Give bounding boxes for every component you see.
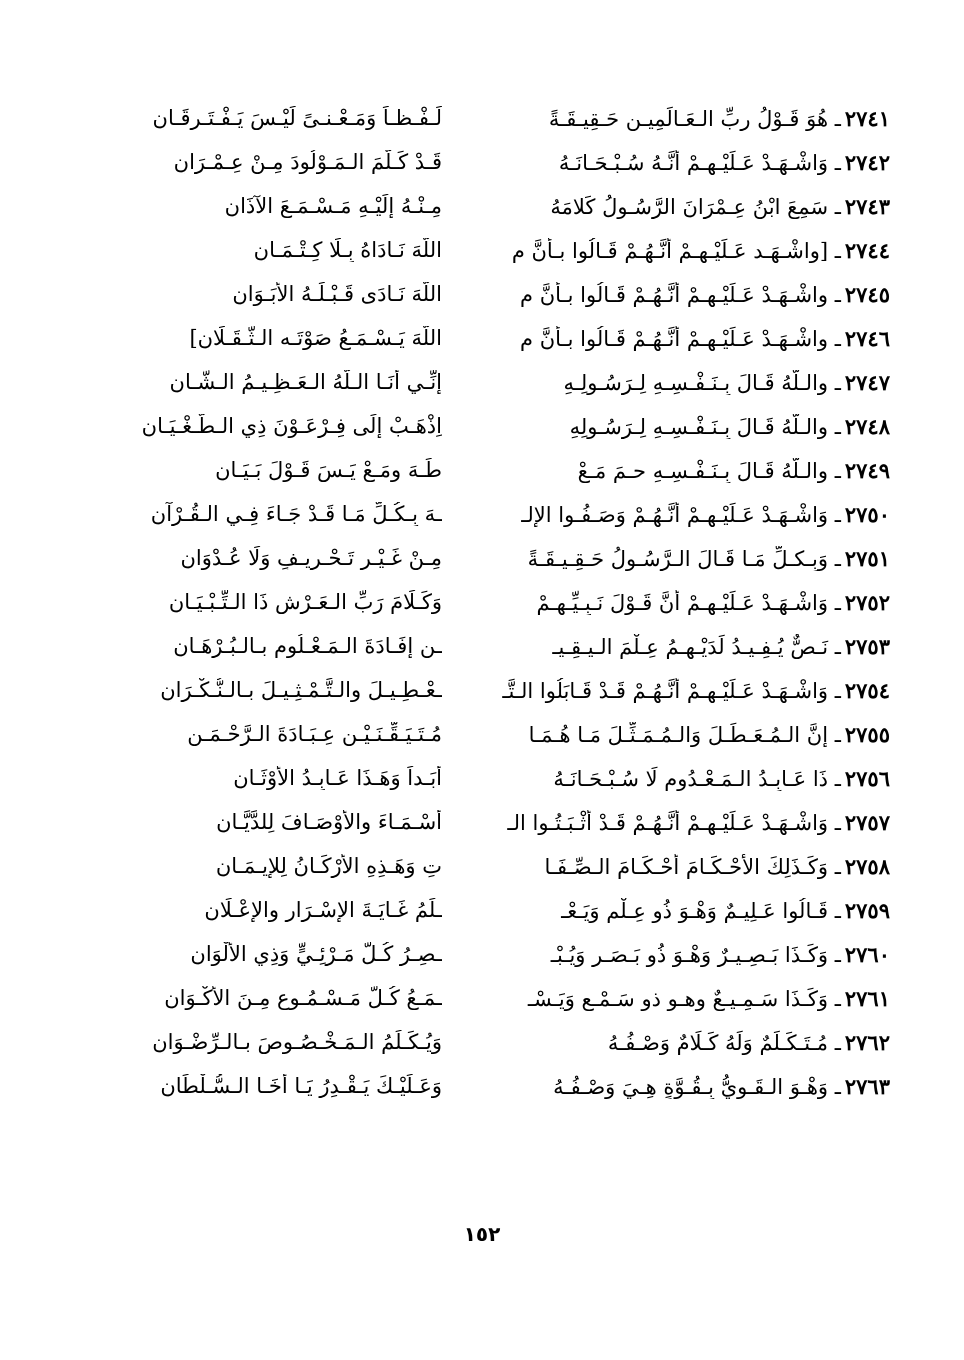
verse-second-hemistich: أسْـمَـاءَ والأوْصَـافَ لِلدَّيَّـانِ <box>216 810 442 834</box>
verse-number: ٢٧٤٦ <box>844 325 890 351</box>
verse-first-text: ـ واشْـهَـدْ عَـلَيْـهِـمْ أنَّـهُـمْ قَـالُوا بـأنَّ م <box>520 326 841 351</box>
verse-list <box>70 96 890 1108</box>
verse-first-hemistich <box>488 854 890 879</box>
verse-number: ٢٧٦٢ <box>844 1029 890 1055</box>
verse-second-hemistich: ـصِـرُ كُـلَّ مَـرْئِـيٍّ وَذِي الألْوَانِ <box>190 942 442 966</box>
verse-first-hemistich <box>488 1074 890 1099</box>
verse-line <box>70 184 890 228</box>
verse-first-hemistich <box>488 986 890 1011</box>
verse-second-hemistich: وَكَـلَامَ رَبِّ الـعَـرْشِ ذَا الـتِّـبْـيَـانِ <box>168 590 442 614</box>
verse-first-text: ـ وَاشْـهَـدْ عَـلَيْـهِـمْ أنَّـهُـمْ قَـدْ قَـابَلُوا الـتَّـ <box>502 678 841 703</box>
verse-second-hemistich: طَـهَ ومَـعْ يَـسَ قَـوْلَ بَـيَـانِ <box>215 458 442 482</box>
verse-number: ٢٧٤٧ <box>844 369 890 395</box>
verse-number: ٢٧٦١ <box>844 985 890 1011</box>
verse-first-hemistich <box>488 414 890 439</box>
verse-first-hemistich <box>488 546 890 571</box>
verse-number: ٢٧٤١ <box>844 105 890 131</box>
verse-second-hemistich: ـهَ بِـكُـلِّ مَـا قَـدْ جَـاءَ فِـي الـقُـرْآنِ <box>150 502 442 526</box>
verse-number: ٢٧٤٩ <box>844 457 890 483</box>
verse-number: ٢٧٤٢ <box>844 149 890 175</box>
verse-first-text: ـ وَاشْـهَـدْ عَـلَيْـهِـمْ أنَّـهُـمْ قَـدْ أثْـبَـتُـوا الـ <box>507 810 841 835</box>
verse-first-text: ـ وَبِـكـلِّ مَـا قَـالَ الـرَّسُـولُ حَـقِـيـقَـةً <box>527 546 841 571</box>
verse-line <box>70 272 890 316</box>
verse-first-text: ـ سَمِعَ ابْنُ عِـمْرَانَ الرَّسُـولُ كَلامَهُ <box>550 194 841 219</box>
verse-first-text: ـ وَكَـذَلِكَ الأحْـكَـامَ أحْـكَـامَ الـصِّـفَـا <box>544 854 841 879</box>
verse-number: ٢٧٥٩ <box>844 897 890 923</box>
verse-line <box>70 712 890 756</box>
verse-first-text: ـ إنَّ الـمُـعَـطِّـلَ وَالـمُـمَـثِّـلَ مَـا هُـمَـا <box>528 722 841 747</box>
verse-line <box>70 404 890 448</box>
verse-second-hemistich: إنِّـي أنَـا الـلَّهُ الـعَـظِـيـمُ الـشَّـانِ <box>169 370 442 394</box>
verse-line <box>70 888 890 932</box>
verse-second-hemistich: أبَـداً وَهَـذَا عَـابِـدُ الأوْثَـانِ <box>233 766 442 790</box>
verse-first-text: ـ هُوَ قَـوْلُ ربِّ الـعَـالَمِيـن حَـقِيـقَـةً <box>548 106 841 131</box>
verse-second-hemistich: مُـتَـيَـقِّـنَـيْـنِ عِـبَـادَةَ الـرَّحْـمَـنِ <box>187 722 442 746</box>
verse-number: ٢٧٤٨ <box>844 413 890 439</box>
verse-line <box>70 844 890 888</box>
verse-first-hemistich <box>488 722 890 747</box>
verse-first-hemistich <box>488 590 890 615</box>
verse-line <box>70 580 890 624</box>
verse-first-text: ـ والـلَّهُ قَـالَ بِـنَـفْـسِـهِ لِـرَسُـولِـهِ <box>563 370 841 395</box>
verse-first-text: ـ والـلَّهُ قَـالَ بِـنَـفْـسِـهِ لِـرَسُـولِهِ <box>569 414 841 439</box>
verse-number: ٢٧٤٣ <box>844 193 890 219</box>
verse-first-text: ـ [واشْـهَـد عَـلَيْـهِـمْ أنَّـهُـمْ قَـالُوا بـأنَّ م <box>511 238 841 263</box>
verse-first-hemistich <box>488 194 890 219</box>
verse-number: ٢٧٦٣ <box>844 1073 890 1099</box>
verse-second-hemistich: لَـفْـظـاً وَمَـعْـنـىً لَيْـسَ يَـفْـتَـرِقَـانِ <box>152 106 442 130</box>
verse-first-hemistich <box>488 326 890 351</box>
verse-number: ٢٧٥٥ <box>844 721 890 747</box>
verse-first-hemistich <box>488 766 890 791</box>
verse-first-text: ـ ذَا عَـابِـدُ الـمَـعْـدُومِ لَا سُـبْـحَـانَـهُ <box>553 766 841 791</box>
verse-second-hemistich: اِذْهَـبْ إلَى فِـرْعَـوْنَ ذِي الـطُّـغْـيَـانِ <box>141 414 442 438</box>
verse-first-hemistich <box>488 458 890 483</box>
verse-first-hemistich <box>488 238 890 263</box>
verse-first-text: ـ وَاشْـهَـدْ عَـلَيْـهِـمْ أنَّـهُـمْ وَصَـفُـوا الإلـ <box>521 502 841 527</box>
verse-first-text: ـ وَاشْـهَـدْ عَـلَيْـهِـمْ أنَّـهُ سُـبْـحَـانَـهُ <box>558 150 841 175</box>
verse-line <box>70 492 890 536</box>
verse-second-hemistich: مِـنْـهُ إِلَيْـهِ مَـسْـمَـعَ الآذَانِ <box>224 194 442 218</box>
verse-number: ٢٧٥٠ <box>844 501 890 527</box>
verse-second-hemistich: قَـدْ كَـلَّمَ الـمَـوْلُودَ مِـنْ عِـمْـرَانِ <box>173 150 442 174</box>
verse-line <box>70 976 890 1020</box>
verse-second-hemistich: وَعَـلَيْـكَ يَـقْـدِرُ يَـا أخَـا الـسُّـلْطَانِ <box>160 1074 442 1098</box>
verse-second-hemistich: ـلَمُ غَـايَـةَ الإسْـرَارِ والإعْـلَانِ <box>204 898 442 922</box>
verse-first-text: ـ وَكَـذَا سَـمِـيـعٌ وهـو ذو سَـمْـعٍ وَيَـسْـ <box>527 986 841 1011</box>
verse-first-text: ـ والـلَّهُ قَـالَ بِـنَـفْـسِـهِ حـمَ مَـعْ <box>577 458 841 483</box>
verse-number: ٢٧٥٦ <box>844 765 890 791</box>
verse-second-hemistich: مِـنْ غَـيْـرِ تَـحْـرِيـفٍ وَلَا عُـدْوَانِ <box>180 546 442 570</box>
verse-number: ٢٧٥٤ <box>844 677 890 703</box>
verse-first-hemistich <box>488 634 890 659</box>
verse-first-hemistich <box>488 370 890 395</box>
verse-first-text: ـ وَكَـذَا بَـصِـيـرٌ وَهْـوَ ذُو بَـصَـرٍ وَيُـبْـ <box>550 942 841 967</box>
verse-line <box>70 624 890 668</box>
verse-number: ٢٧٥٧ <box>844 809 890 835</box>
verse-line <box>70 932 890 976</box>
verse-first-hemistich <box>488 810 890 835</box>
verse-second-hemistich: اللَّهَ يَـسْـمَـعُ صَوْتَـه الـثَّـقَـلَانِ] <box>189 326 442 350</box>
verse-line <box>70 316 890 360</box>
verse-first-hemistich <box>488 282 890 307</box>
verse-first-text: ـ وَاشْـهَـدْ عَـلَيْـهِـمْ أنَّ قَـوْلَ نَـبِـيِّـهِـمْ <box>536 590 841 615</box>
verse-second-hemistich: وَيُـكَـلِّمُ الـمَـخْـصُـوصَ بـالـرِّضْـوَانِ <box>152 1030 442 1054</box>
verse-number: ٢٧٥٨ <box>844 853 890 879</box>
verse-line <box>70 800 890 844</box>
verse-line <box>70 360 890 404</box>
verse-first-text: ـ مُـتَـكَـلِّمٌ وَلَهُ كَـلَامٌ وَصْـفُـهُ <box>607 1030 841 1055</box>
verse-second-hemistich: ـنِ إفَـادَةَ الـمَـعْـلُومِ بـالـبُـرْهَـانِ <box>173 634 442 658</box>
verse-second-hemistich: ـعْـطِـيـلَ والـتَّـمْـثِـيـلَ بـالـنُّـكْـرَانِ <box>160 678 442 702</box>
verse-first-text: ـ وَهْـوَ الـقَـوِيُّ بِـقُـوَّةٍ هِـيَ وَصْـفُـهُ <box>553 1074 841 1099</box>
verse-line <box>70 96 890 140</box>
verse-first-hemistich <box>488 1030 890 1055</box>
verse-second-hemistich: اللَّهَ نَـادَى قَـبْـلَـهُ الأبَـوَانِ <box>232 282 442 306</box>
verse-line <box>70 1020 890 1064</box>
verse-second-hemistich: ـمَـعُ كُـلَّ مَـسْـمُـوعٍ مِـنَ الأكْـوَانِ <box>164 986 442 1010</box>
verse-line <box>70 668 890 712</box>
verse-number: ٢٧٦٠ <box>844 941 890 967</box>
verse-first-hemistich <box>488 106 890 131</box>
verse-first-hemistich <box>488 898 890 923</box>
verse-first-hemistich <box>488 150 890 175</box>
verse-line <box>70 756 890 800</box>
verse-first-hemistich <box>488 502 890 527</box>
verse-first-text: ـ واشْـهَـدْ عَـلَيْـهِـمْ أنَّـهُـمْ قَـالُوا بـأنَّ م <box>520 282 841 307</box>
verse-number: ٢٧٥٣ <box>844 633 890 659</box>
verse-line <box>70 536 890 580</box>
verse-first-hemistich <box>488 678 890 703</box>
verse-number: ٢٧٤٤ <box>844 237 890 263</box>
verse-second-hemistich: تِ وَهَـذِهِ الأرْكَـانُ لِلإيـمَـانِ <box>215 854 442 878</box>
verse-second-hemistich: اللَّهَ نَـادَاهُ بِـلَا كِـتْـمَـانِ <box>253 238 442 262</box>
verse-line <box>70 140 890 184</box>
verse-number: ٢٧٥٢ <box>844 589 890 615</box>
verse-first-hemistich <box>488 942 890 967</box>
verse-line <box>70 448 890 492</box>
verse-first-text: ـ نَـصٌّ يُـفِـيـدُ لَدَيْـهِـمُ عِـلْمَ الـيـقِـيـ <box>552 634 841 659</box>
verse-line <box>70 1064 890 1108</box>
verse-number: ٢٧٥١ <box>844 545 890 571</box>
verse-line <box>70 228 890 272</box>
page-number: ١٥٢ <box>463 1222 501 1246</box>
verse-first-text: ـ قَـالُوا عَـلِيـمٌ وَهْـوَ ذُو عِـلْمٍ وَيَـعْـ <box>561 898 841 923</box>
verse-number: ٢٧٤٥ <box>844 281 890 307</box>
